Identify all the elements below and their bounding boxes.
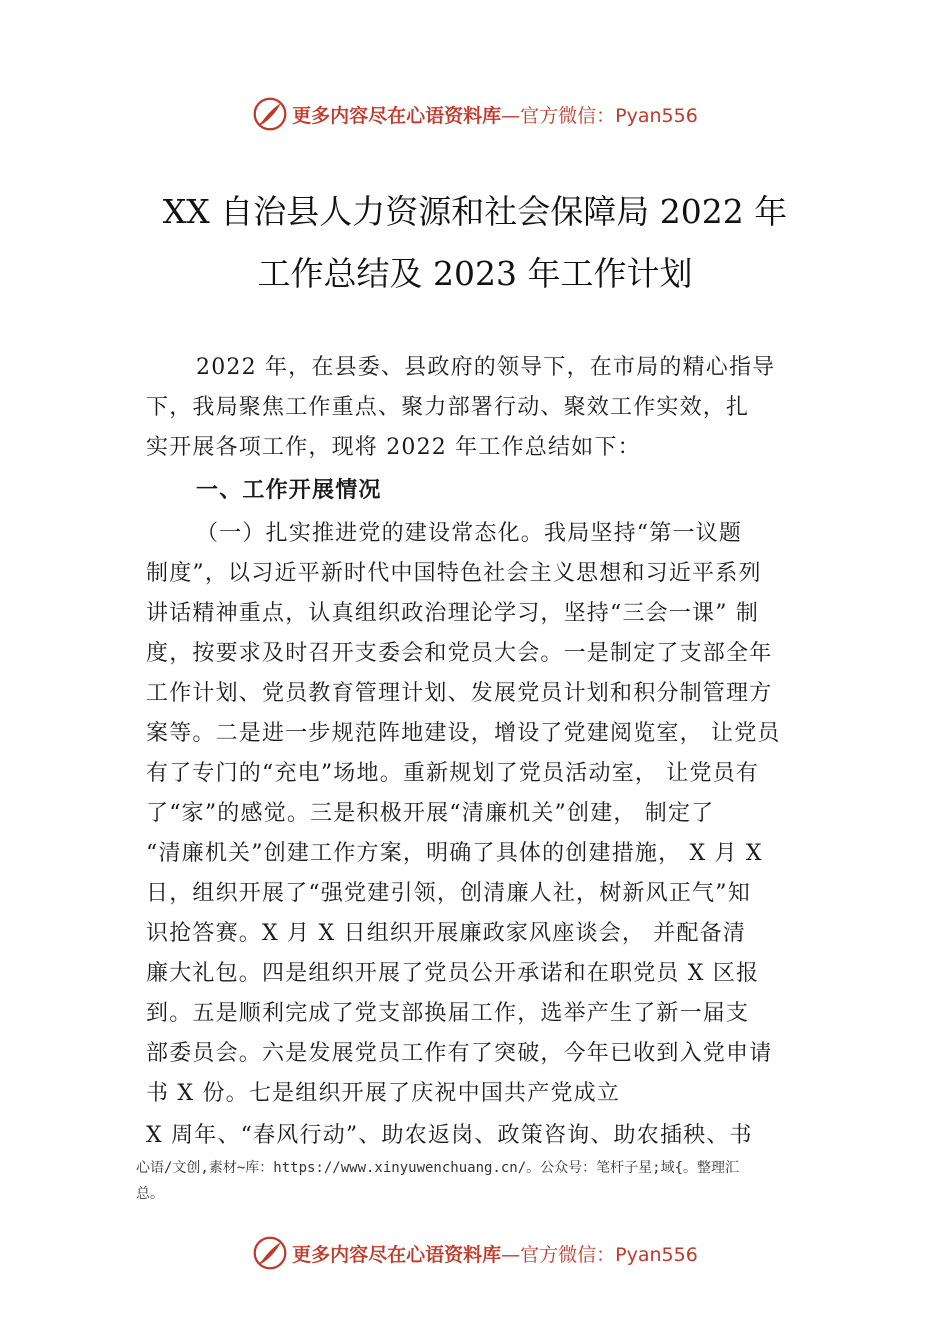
- wechat-text: —官方微信：Pyan556: [501, 104, 698, 127]
- intro-line: 实开展各项工作，现将 2022 年工作总结如下：: [146, 435, 641, 460]
- body-line: 书 X 份。七是组织开展了庆祝中国共产党成立: [146, 1081, 621, 1106]
- body-line: 有了专门的“充电”场地。重新规划了党员活动室， 让党员有: [146, 761, 760, 786]
- top-banner: [0, 94, 950, 134]
- body-line: 讲话精神重点，认真组织政治理论学习，坚持“三会一课” 制: [146, 601, 760, 626]
- brand-text: 更多内容尽在心语资料库: [292, 104, 502, 127]
- body-line: 制度”，以习近平新时代中国特色社会主义思想和习近平系列: [146, 561, 762, 586]
- document-title-line-2: 工作总结及 2023 年工作计划: [257, 254, 693, 293]
- intro-line: 下，我局聚焦工作重点、聚力部署行动、聚效工作实效，扎: [146, 395, 750, 420]
- body-line: X 周年、“春风行动”、助农返岗、政策咨询、助农插秧、书: [146, 1123, 753, 1148]
- quill-logo-icon: [252, 1235, 288, 1271]
- brand-text: 更多内容尽在心语资料库: [292, 1243, 502, 1266]
- footer-note-line-1: 心语/文创,素材~库：https://www.xinyuwenchuang.cn/。公众号：笔杆子星;域{。整理汇: [136, 1160, 740, 1176]
- section-heading: 一、工作开展情况: [196, 478, 382, 503]
- intro-line: 2022 年，在县委、县政府的领导下，在市局的精心指导: [196, 355, 776, 380]
- wechat-text: —官方微信：Pyan556: [501, 1243, 698, 1266]
- footer-note-line-2: 总。: [136, 1186, 164, 1202]
- body-line: 识抢答赛。X 月 X 日组织开展廉政家风座谈会， 并配备清: [146, 921, 747, 946]
- body-line: （一）扎实推进党的建设常态化。我局坚持“第一议题: [196, 521, 743, 546]
- document-title-line-1: XX 自治县人力资源和社会保障局 2022 年: [162, 192, 788, 231]
- body-line: 度，按要求及时召开支委会和党员大会。一是制定了支部全年: [146, 641, 773, 666]
- body-line: 部委员会。六是发展党员工作有了突破，今年已收到入党申请: [146, 1041, 773, 1066]
- body-line: 到。五是顺利完成了党支部换届工作，选举产生了新一届支: [146, 1001, 750, 1026]
- body-line: 日，组织开展了“强党建引领，创清廉人社，树新风正气”知: [146, 881, 751, 906]
- quill-logo-icon: [252, 96, 288, 132]
- bottom-banner: [0, 1233, 950, 1273]
- body-line: 工作计划、党员教育管理计划、发展党员计划和积分制管理方: [146, 681, 773, 706]
- body-line: 案等。二是进一步规范阵地建设，增设了党建阅览室， 让党员: [146, 721, 781, 746]
- body-line: “清廉机关”创建工作方案，明确了具体的创建措施， X 月 X: [146, 841, 763, 866]
- body-line: 了“家”的感觉。三是积极开展“清廉机关”创建， 制定了: [146, 801, 715, 826]
- body-line: 廉大礼包。四是组织开展了党员公开承诺和在职党员 X 区报: [146, 961, 760, 986]
